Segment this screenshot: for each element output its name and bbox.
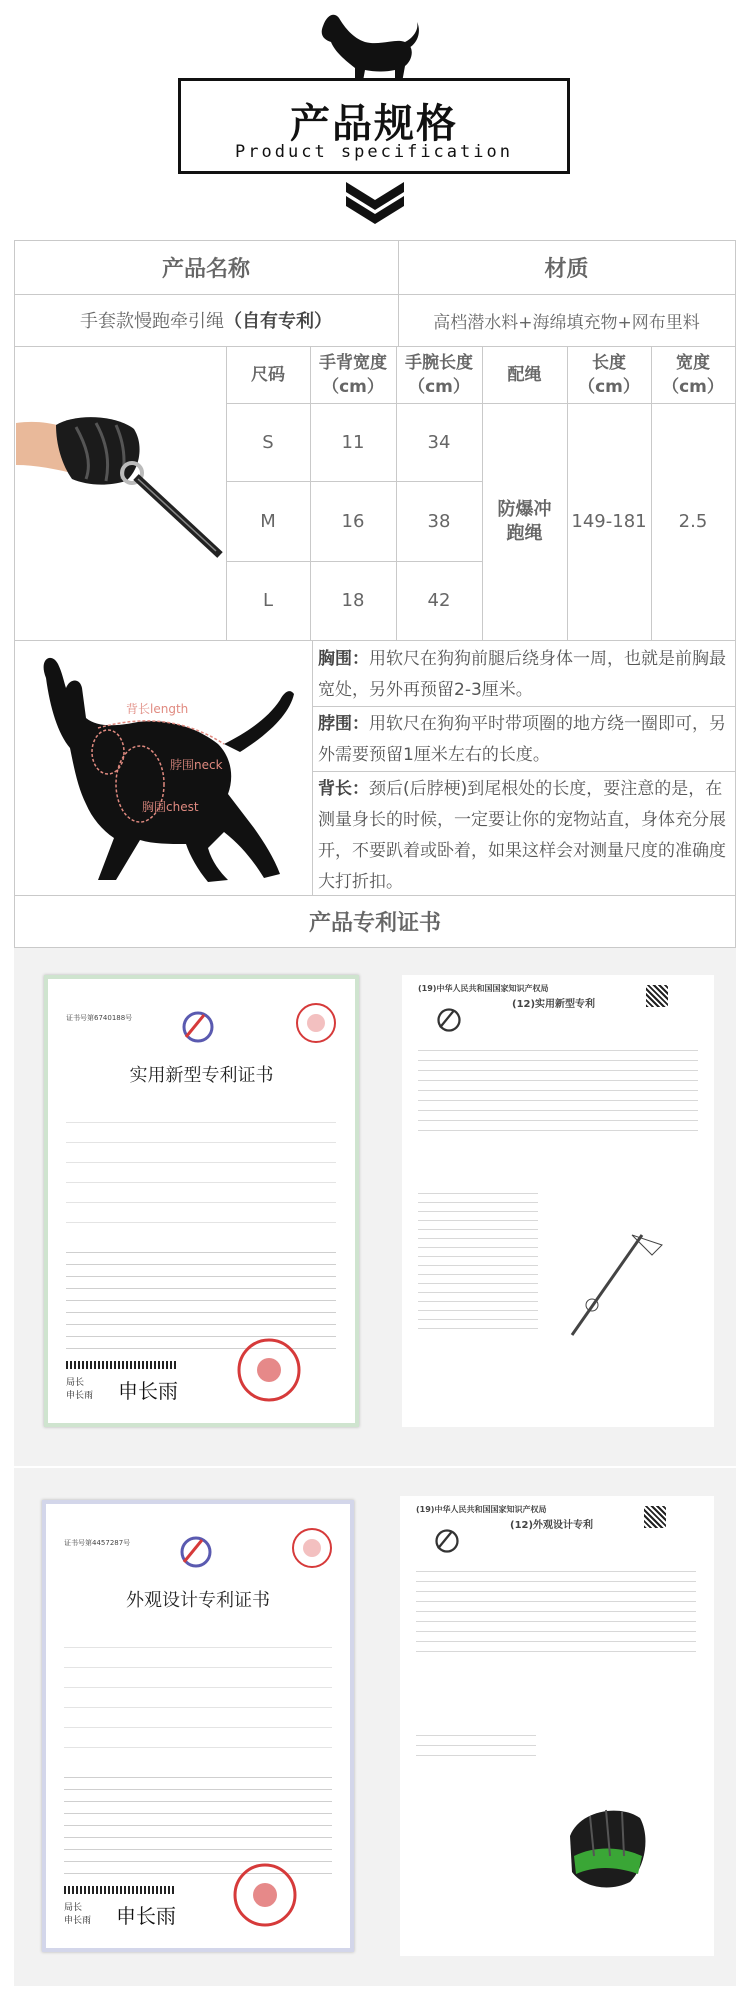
red-seal-icon bbox=[290, 1526, 334, 1570]
cert2-director-name: 申长雨 bbox=[64, 1916, 92, 1926]
wrist-length-l: 42 bbox=[427, 590, 451, 611]
cert2-title: 外观设计专利证书 bbox=[126, 1590, 270, 1611]
cert2-director-label: 局长 bbox=[64, 1903, 83, 1913]
doc1-office: (19)中华人民共和国国家知识产权局 bbox=[418, 984, 549, 993]
product-name-value bbox=[14, 294, 398, 346]
back-instruction bbox=[318, 774, 732, 898]
size-header: 尺码 bbox=[251, 364, 285, 385]
cert1-title: 实用新型专利证书 bbox=[129, 1065, 274, 1086]
utility-patent-document bbox=[402, 975, 714, 1427]
back-term: 背长： bbox=[318, 779, 369, 799]
length-header: 长度（cm） bbox=[578, 352, 640, 397]
patent-section-title: 产品专利证书 bbox=[308, 910, 441, 936]
cert2-id: 证书号第4457287号 bbox=[64, 1539, 131, 1547]
back-width-s: 11 bbox=[341, 431, 365, 453]
rope-width: 2.5 bbox=[678, 511, 708, 532]
size-l: L bbox=[262, 590, 274, 611]
utility-model-certificate bbox=[44, 975, 359, 1427]
rope-length: 149-181 bbox=[571, 511, 647, 532]
cert1-id: 证书号第6740188号 bbox=[66, 1014, 133, 1022]
cert2-signature: 申长雨 bbox=[116, 1904, 176, 1928]
page-subtitle: Product specification bbox=[235, 142, 513, 162]
back-width-l: 18 bbox=[341, 590, 365, 611]
material-header: 材质 bbox=[544, 256, 589, 282]
material-value: 高档潜水料+海绵填充物+网布里料 bbox=[433, 312, 700, 333]
neck-text: 用软尺在狗狗平时带项圈的地方绕一圈即可，另外需要预留1厘米左右的长度。 bbox=[318, 714, 726, 765]
back-text: 颈后(后脖梗)到尾根处的长度，要注意的是，在测量身长的时候，一定要让你的宠物站直，身体充分展开，不要趴着或卧着，如果这样会对测量尺度的准确度大打折扣。 bbox=[318, 779, 726, 892]
product-name-header: 产品名称 bbox=[161, 256, 250, 282]
qr-code-icon bbox=[644, 1506, 666, 1528]
cnipa-logo-icon bbox=[176, 1532, 216, 1572]
rope-header: 配绳 bbox=[507, 364, 542, 385]
patent-drawing bbox=[552, 1215, 682, 1345]
doc2-type: (12)外观设计专利 bbox=[510, 1520, 594, 1531]
wrist-length-s: 34 bbox=[427, 431, 451, 453]
wrist-length-m: 38 bbox=[427, 510, 451, 532]
size-s: S bbox=[262, 431, 274, 453]
cert1-director-name: 申长雨 bbox=[66, 1391, 94, 1401]
back-length-label: 背长length bbox=[126, 702, 189, 716]
neck-instruction bbox=[318, 709, 732, 771]
cnipa-logo-icon bbox=[178, 1007, 218, 1047]
chest-text: 用软尺在狗狗前腿后绕身体一周，也就是前胸最宽处，另外再预留2-3厘米。 bbox=[318, 649, 726, 700]
wrist-length-header: 手腕长度（cm） bbox=[405, 352, 473, 397]
chevron-down-icon bbox=[338, 178, 412, 224]
cert1-director-label: 局长 bbox=[66, 1378, 85, 1388]
red-seal-icon bbox=[294, 1001, 338, 1045]
official-seal-icon bbox=[232, 1862, 298, 1928]
design-patent-document bbox=[400, 1496, 714, 1956]
back-width-m: 16 bbox=[341, 510, 365, 532]
glove-leash-photo bbox=[16, 405, 224, 565]
patent-note: （自有专利） bbox=[224, 311, 332, 332]
glove-drawing bbox=[550, 1796, 660, 1906]
neck-label: 脖围neck bbox=[170, 758, 223, 772]
product-name-text: 手套款慢跑牵引绳 bbox=[80, 311, 224, 332]
cert1-signature: 申长雨 bbox=[118, 1379, 178, 1403]
size-m: M bbox=[260, 510, 276, 532]
qr-code-icon bbox=[646, 985, 668, 1007]
doc1-type: (12)实用新型专利 bbox=[512, 999, 596, 1010]
width-header: 宽度（cm） bbox=[662, 352, 724, 397]
cnipa-logo-icon bbox=[432, 1526, 462, 1556]
page-title: 产品规格 bbox=[290, 101, 458, 147]
rope-type: 防爆冲跑绳 bbox=[497, 498, 552, 544]
dog-measurement-illustration bbox=[28, 648, 298, 884]
chest-label: 胸围chest bbox=[142, 800, 199, 814]
neck-term: 脖围： bbox=[318, 714, 369, 734]
official-seal-icon bbox=[236, 1337, 302, 1403]
chest-term: 胸围： bbox=[318, 649, 369, 669]
doc2-office: (19)中华人民共和国国家知识产权局 bbox=[416, 1505, 547, 1514]
back-width-header: 手背宽度（cm） bbox=[319, 352, 387, 397]
design-patent-certificate bbox=[42, 1500, 354, 1952]
cnipa-logo-icon bbox=[434, 1005, 464, 1035]
chest-instruction bbox=[318, 644, 732, 706]
